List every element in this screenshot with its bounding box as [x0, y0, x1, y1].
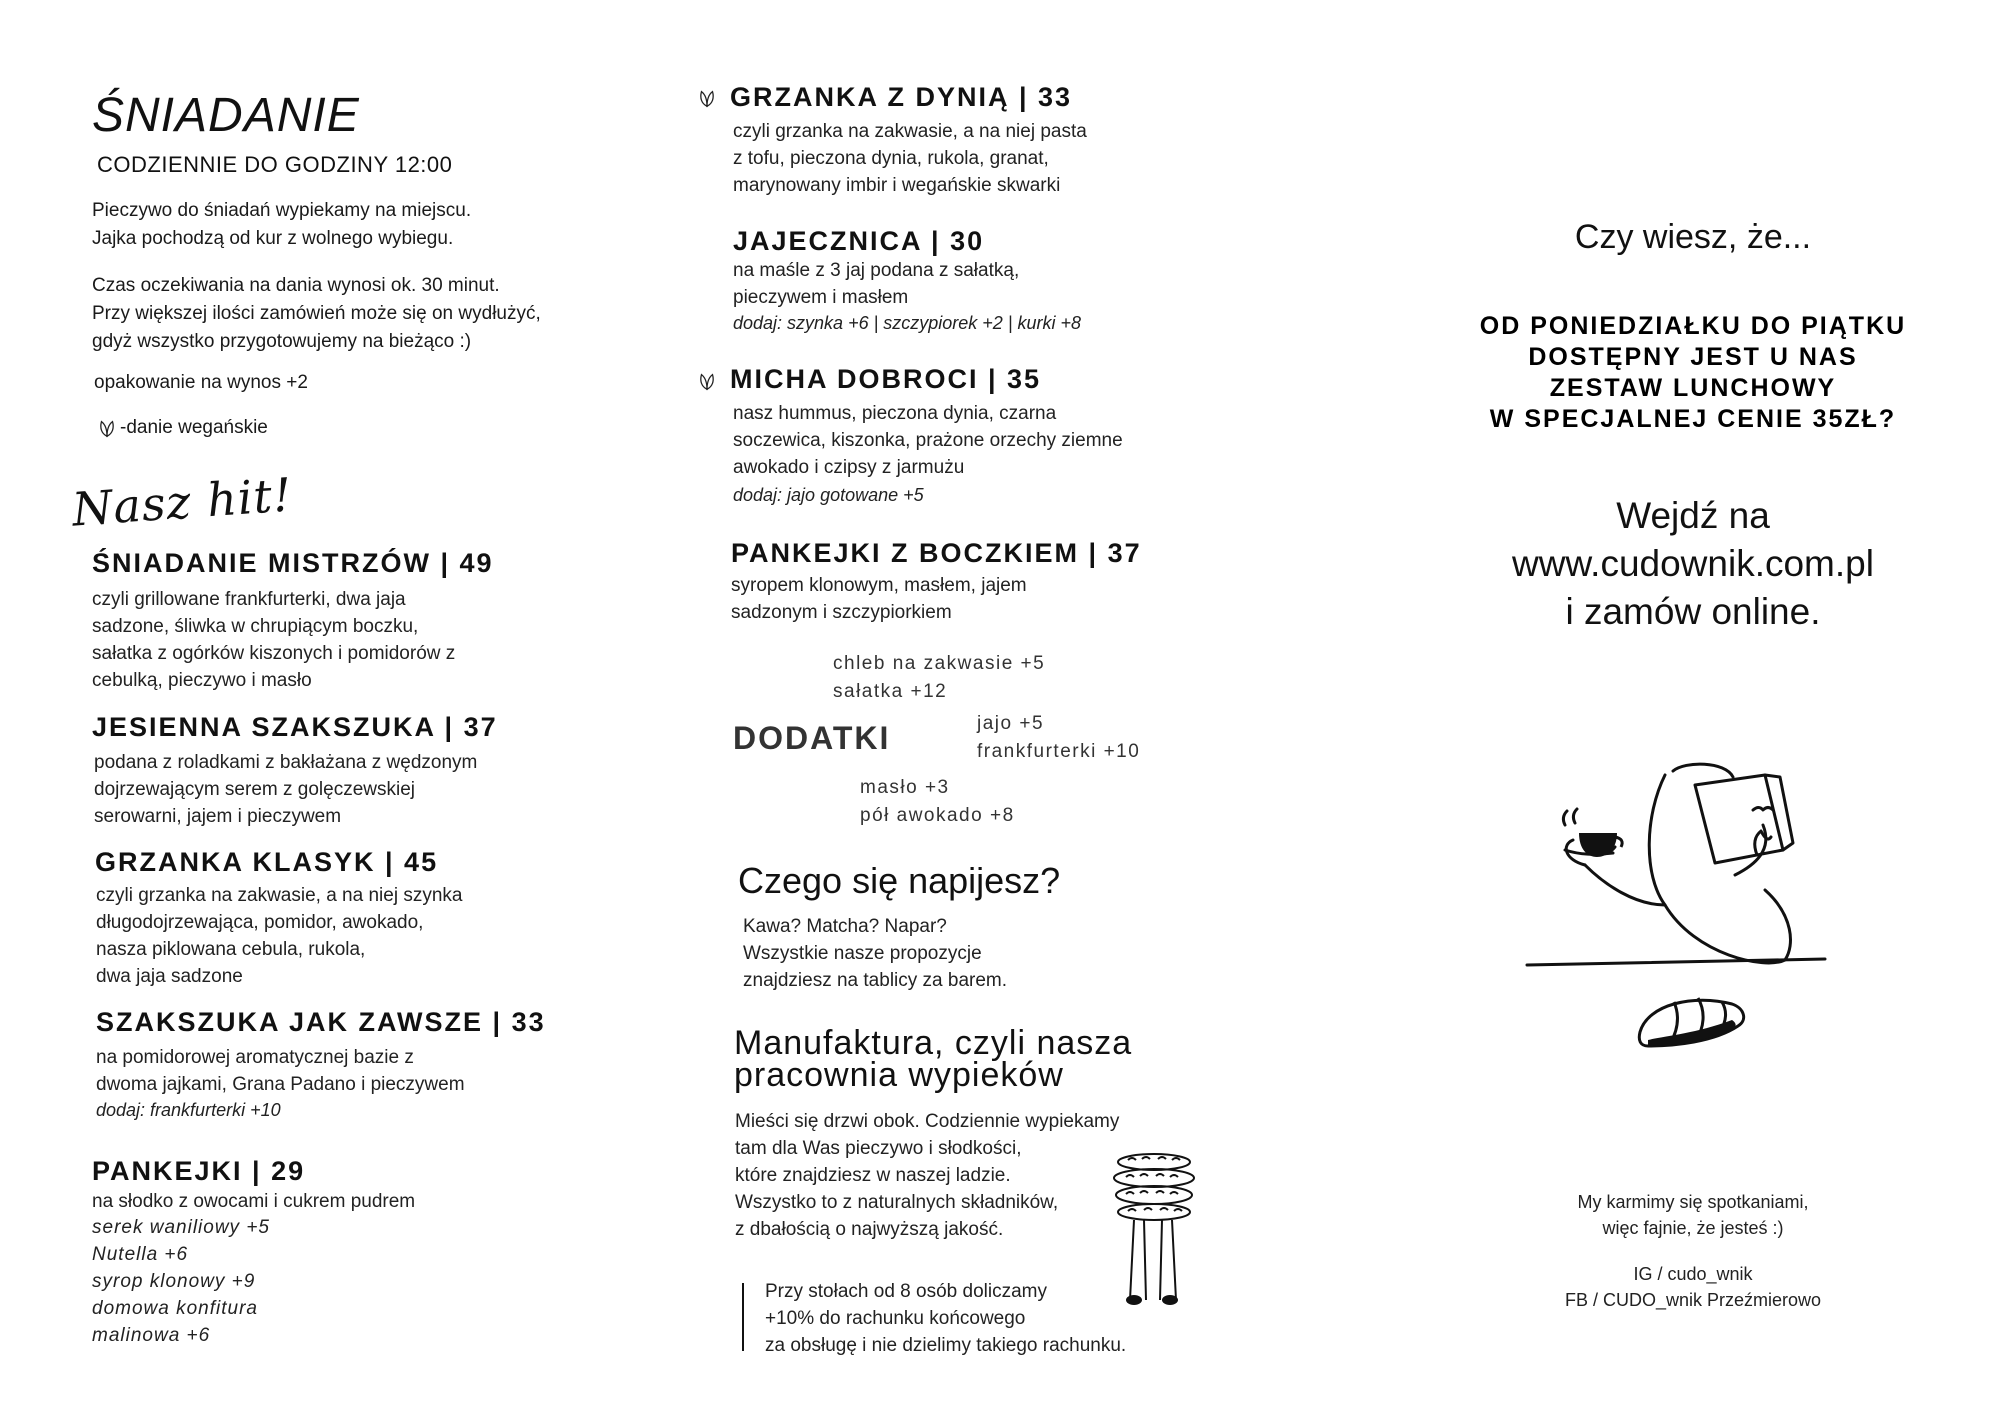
dish-description: syropem klonowym, masłem, jajem sadzonym i szczypiorkiem: [731, 575, 1027, 623]
facebook-handle: FB / CUDO_wnik Przeźmierowo: [1564, 1290, 1822, 1310]
breakfast-title: ŚNIADANIE: [92, 89, 360, 142]
drinks-text: Kawa? Matcha? Napar? Wszystkie nasze propozycje znajdziesz na tablicy za barem.: [743, 916, 1008, 991]
dish-description: na maśle z 3 jaj podana z sałatką, pieczywem i masłem: [733, 260, 1020, 308]
lunch-promo: OD PONIEDZIAŁKU DO PIĄTKU DOSTĘPNY JEST U NAS ZESTAW LUNCHOWY W SPECJALNEJ CENIE 35ZŁ?: [1479, 312, 1907, 433]
dish-description: nasz hummus, pieczona dynia, czarna soczewica, kiszonka, prażone orzechy ziemne awokado i czipsy z jarmużu: [733, 403, 1123, 478]
dish-description: czyli grillowane frankfurterki, dwa jaja sadzone, śliwka w chrupiącym boczku, sałatka z ogórków kiszonych i pomidorów z cebulką, pieczywo i masło: [92, 589, 456, 691]
dish-description: podana z roladkami z bakłażana z wędzonym dojrzewającym serem z golęczewskiej serowarni, jajem i pieczywem: [94, 752, 478, 827]
dish-name: PANKEJKI Z BOCZKIEM | 37: [731, 538, 1142, 568]
dish-addon: dodaj: jajo gotowane +5: [733, 485, 924, 505]
group-billing-note: Przy stołach od 8 osób doliczamy +10% do rachunku końcowego za obsługę i nie dzielimy takiego rachunku.: [765, 1281, 1127, 1356]
our-hit-label: Nasz hit!: [70, 467, 295, 537]
dish-name: ŚNIADANIE MISTRZÓW | 49: [92, 548, 494, 578]
vegan-legend: -danie wegańskie: [96, 414, 268, 442]
bakery-text: Mieści się drzwi obok. Codziennie wypiekamy tam dla Was pieczywo i słodkości, które znajdziesz w naszej ladzie. Wszystko to z naturalnych składników, z dbałością o najwyższą jakość.: [735, 1111, 1120, 1240]
extras-group: chleb na zakwasie +5 sałatka +12: [833, 653, 1046, 702]
breakfast-hours: CODZIENNIE DO GODZINY 12:00: [97, 152, 453, 177]
extras-title: DODATKI: [733, 720, 891, 756]
dish-description: czyli grzanka na zakwasie, a na niej pasta z tofu, pieczona dynia, rukola, granat, marynowany imbir i wegańskie skwarki: [733, 121, 1087, 196]
promo-question: Czy wiesz, że...: [1574, 218, 1812, 256]
dish-name: MICHA DOBROCI | 35: [730, 364, 1042, 394]
croissant-illustration: [1634, 990, 1754, 1050]
order-online: Wejdź na www.cudownik.com.pl i zamów online.: [1512, 495, 1874, 632]
dish-name: JAJECZNICA | 30: [733, 226, 985, 256]
takeaway-note: opakowanie na wynos +2: [94, 372, 308, 393]
dish-addon: dodaj: szynka +6 | szczypiorek +2 | kurki +8: [733, 313, 1082, 333]
breakfast-intro-1: Pieczywo do śniadań wypiekamy na miejscu. Jajka pochodzą od kur z wolnego wybiegu.: [92, 200, 472, 249]
footer-tagline: My karmimy się spotkaniami, więc fajnie, że jesteś :): [1577, 1192, 1809, 1238]
dish-description: czyli grzanka na zakwasie, a na niej szynka długodojrzewająca, pomidor, awokado, nasza piklowana cebula, rukola, dwa jaja sadzone: [96, 885, 463, 987]
leaf-icon: [696, 87, 718, 109]
dish-addon: dodaj: frankfurterki +10: [96, 1100, 281, 1120]
footer-socials: [1493, 1261, 1893, 1313]
leaf-icon: [96, 417, 118, 439]
dish-name: JESIENNA SZAKSZUKA | 37: [92, 712, 498, 742]
note-rule: [742, 1283, 744, 1351]
dish-description: na pomidorowej aromatycznej bazie z dwoma jajkami, Grana Padano i pieczywem: [96, 1047, 465, 1095]
dish-name: PANKEJKI | 29: [92, 1156, 306, 1186]
extras-group: masło +3 pół awokado +8: [860, 777, 1015, 826]
drinks-title: Czego się napijesz?: [738, 860, 1061, 901]
dish-name: GRZANKA Z DYNIĄ | 33: [730, 82, 1073, 112]
dish-description: na słodko z owocami i cukrem pudrem: [92, 1191, 416, 1212]
breakfast-intro-2: Czas oczekiwania na dania wynosi ok. 30 minut. Przy większej ilości zamówień może się on wydłużyć, gdyż wszystko przygotowujemy na bieżąco :): [92, 275, 541, 352]
bakery-title: Manufaktura, czyli nasza pracownia wypieków: [734, 1024, 1133, 1094]
dish-name: SZAKSZUKA JAK ZAWSZE | 33: [96, 1007, 546, 1037]
dish-addons: serek waniliowy +5 Nutella +6 syrop klonowy +9 domowa konfitura malinowa +6: [92, 1217, 270, 1346]
extras-group: jajo +5 frankfurterki +10: [977, 713, 1141, 762]
dish-name: GRZANKA KLASYK | 45: [95, 847, 439, 877]
leaf-icon: [696, 370, 718, 392]
instagram-handle: IG / cudo_wnik: [1633, 1264, 1753, 1284]
